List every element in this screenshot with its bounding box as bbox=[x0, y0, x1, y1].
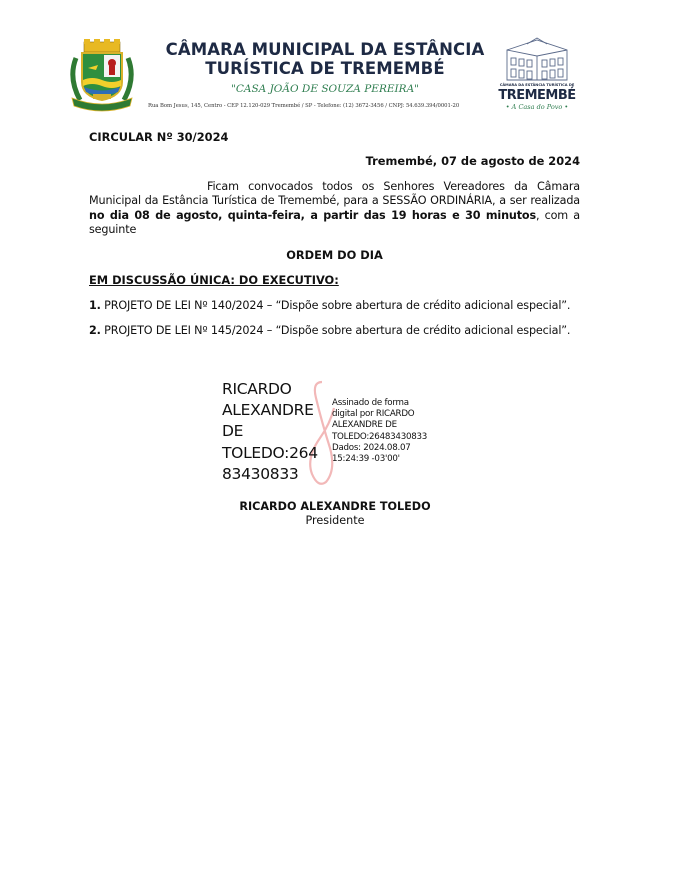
signature-name bbox=[222, 379, 332, 485]
convocation-paragraph bbox=[89, 180, 580, 237]
paragraph-text-2: , com a seguinte bbox=[89, 208, 580, 236]
signature-detail-line: digital por RICARDO bbox=[332, 409, 415, 420]
signature-detail-line: Dados: 2024.08.07 bbox=[332, 442, 411, 453]
logo-big-text: TREMEMBÉ bbox=[498, 88, 576, 103]
section-title: EM DISCUSSÃO ÚNICA: DO EXECUTIVO: bbox=[89, 273, 339, 287]
logo-small-text: CÂMARA DA ESTÂNCIA TURÍSTICA DE bbox=[499, 83, 575, 87]
agenda-item-text: PROJETO DE LEI Nº 145/2024 – “Dispõe sobre abertura de crédito adicional especial”. bbox=[100, 324, 571, 337]
signature-name-line: DE bbox=[222, 422, 244, 441]
signature-detail-line: Assinado de forma bbox=[332, 398, 409, 408]
circular-number: CIRCULAR Nº 30/2024 bbox=[89, 130, 229, 144]
agenda-item-text: PROJETO DE LEI Nº 140/2024 – “Dispõe sobre abertura de crédito adicional especial”. bbox=[100, 299, 571, 312]
coat-of-arms-icon bbox=[66, 38, 138, 112]
signature-detail-line: TOLEDO:26483430833 bbox=[332, 431, 428, 442]
signature-detail-line: 15:24:39 -03'00' bbox=[332, 454, 400, 465]
agenda-item bbox=[89, 299, 570, 313]
agenda-item bbox=[89, 324, 570, 338]
signer-name: RICARDO ALEXANDRE TOLEDO bbox=[239, 500, 431, 513]
place-date: Tremembé, 07 de agosto de 2024 bbox=[365, 154, 580, 168]
signature-name-line: ALEXANDRE bbox=[222, 401, 314, 420]
agenda-item-number: 1. bbox=[89, 299, 101, 312]
chamber-subtitle: "CASA JOÃO DE SOUZA PEREIRA" bbox=[231, 83, 419, 95]
signature-details bbox=[332, 398, 452, 465]
logo-tagline: • A Casa do Povo • bbox=[505, 103, 569, 111]
chamber-title-line1: CÂMARA MUNICIPAL DA ESTÂNCIA bbox=[165, 40, 485, 59]
signature-detail-line: ALEXANDRE DE bbox=[332, 420, 397, 431]
paragraph-text-1: Ficam convocados todos os Senhores Vereadores da Câmara Municipal da Estância Turística de Tremembé, para a SESSÃO ORDINÁRIA, a ser realizada bbox=[89, 180, 580, 208]
agenda-title: ORDEM DO DIA bbox=[286, 248, 383, 262]
building-icon bbox=[497, 36, 577, 82]
chamber-title bbox=[150, 40, 500, 78]
signer-role: Presidente bbox=[305, 514, 365, 527]
chamber-address: Rua Bom Jesus, 145, Centro - CEP 12.120-029 Tremembé / SP - Telefone: (12) 3672-3456 / CNPJ: 54.639.394/0001-20 bbox=[148, 103, 460, 109]
chamber-logo bbox=[497, 36, 577, 114]
agenda-item-number: 2. bbox=[89, 324, 101, 337]
chamber-title-line2: TURÍSTICA DE TREMEMBÉ bbox=[205, 59, 445, 78]
paragraph-bold-datetime: no dia 08 de agosto, quinta-feira, a partir das 19 horas e 30 minutos bbox=[89, 208, 536, 222]
signature-name-line: 83430833 bbox=[222, 464, 299, 483]
signature-name-line: RICARDO bbox=[222, 380, 292, 398]
signature-name-line: TOLEDO:264 bbox=[222, 443, 318, 462]
